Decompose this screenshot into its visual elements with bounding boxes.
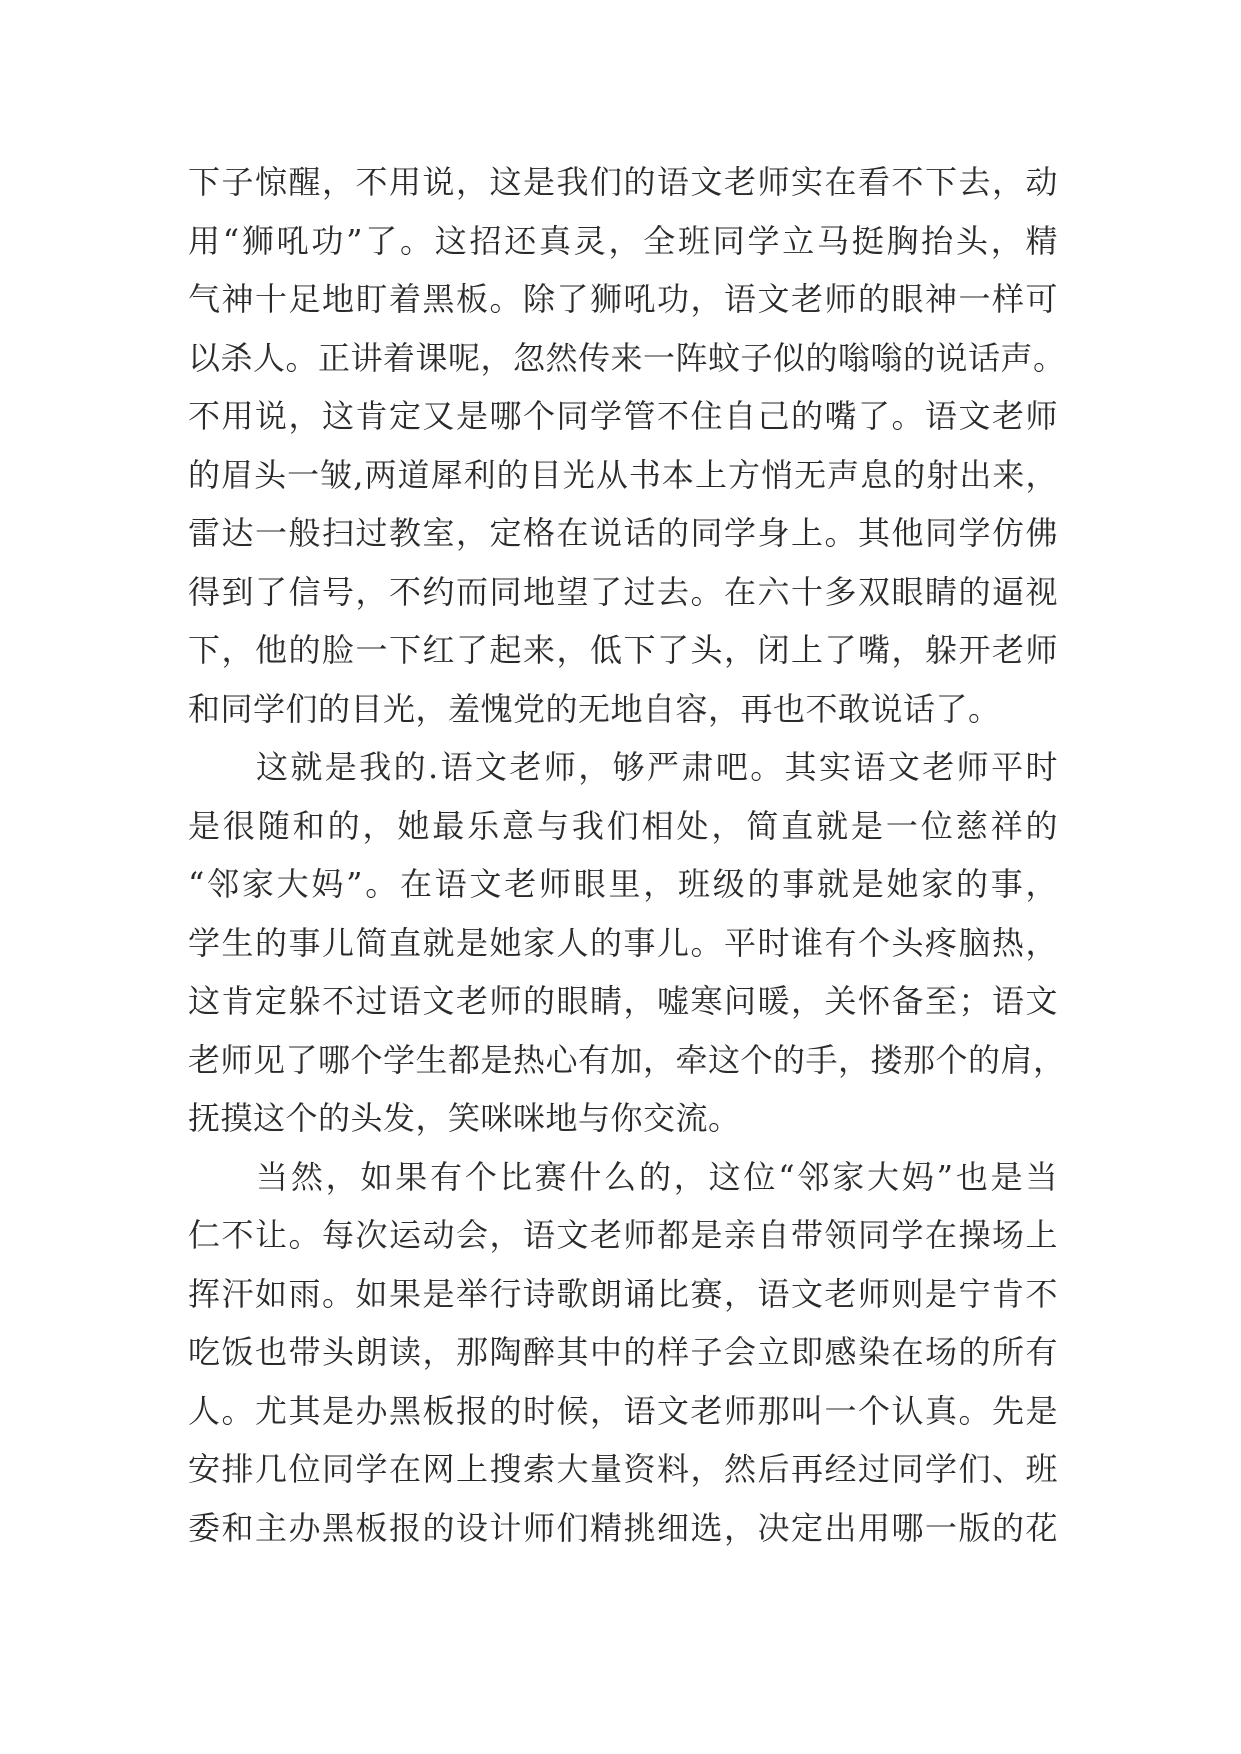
paragraph-first-line: 这就是我的.语文老师，够严肃吧。其实语文老师平时	[256, 748, 1058, 786]
text-line: 雷达一般扫过教室，定格在说话的同学身上。其他同学仿佛	[188, 514, 1058, 552]
text-line: 是很随和的，她最乐意与我们相处，简直就是一位慈祥的	[188, 806, 1058, 845]
text-line: 不用说，这肯定又是哪个同学管不住自己的嘴了。语文老师	[188, 397, 1058, 435]
text-line: 用“狮吼功”了。这招还真灵，全班同学立马挺胸抬头，精	[188, 221, 1058, 260]
text-line: 吃饭也带头朗读，那陶醉其中的样子会立即感染在场的所有	[188, 1333, 1058, 1371]
text-line: 人。尤其是办黑板报的时候，语文老师那叫一个认真。先是	[188, 1391, 1058, 1430]
text-line: 气神十足地盯着黑板。除了狮吼功，语文老师的眼神一样可	[188, 280, 1058, 318]
text-line: 委和主办黑板报的设计师们精挑细选，决定出用哪一版的花	[188, 1508, 1058, 1547]
text-line: 挥汗如雨。如果是举行诗歌朗诵比赛，语文老师则是宁肯不	[188, 1274, 1058, 1313]
text-line: 安排几位同学在网上搜索大量资料，然后再经过同学们、班	[188, 1450, 1058, 1488]
text-line: 下子惊醒，不用说，这是我们的语文老师实在看不下去，动	[188, 163, 1058, 201]
text-line: “邻家大妈”。在语文老师眼里，班级的事就是她家的事，	[188, 865, 1058, 903]
text-line: 抚摸这个的头发，笑咪咪地与你交流。	[188, 1099, 741, 1137]
body-text	[188, 153, 1066, 1557]
text-line: 学生的事儿简直就是她家人的事儿。平时谁有个头疼脑热，	[188, 923, 1058, 962]
text-line: 这肯定躲不过语文老师的眼睛，嘘寒问暖，关怀备至；语文	[188, 982, 1058, 1020]
text-line: 下，他的脸一下红了起来，低下了头，闭上了嘴，躲开老师	[188, 631, 1058, 669]
text-line: 以杀人。正讲着课呢，忽然传来一阵蚊子似的嗡嗡的说话声。	[188, 338, 1066, 377]
paragraph-first-line: 当然，如果有个比赛什么的，这位“邻家大妈”也是当	[256, 1157, 1058, 1196]
text-line: 和同学们的目光，羞愧党的无地自容，再也不敢说话了。	[188, 689, 1001, 728]
text-line: 得到了信号，不约而同地望了过去。在六十多双眼睛的逼视	[188, 572, 1058, 611]
text-line: 老师见了哪个学生都是热心有加，牵这个的手，搂那个的肩，	[188, 1040, 1066, 1079]
text-line: 的眉头一皱,两道犀利的目光从书本上方悄无声息的射出来，	[188, 455, 1058, 494]
text-line: 仁不让。每次运动会，语文老师都是亲自带领同学在操场上	[188, 1216, 1058, 1254]
